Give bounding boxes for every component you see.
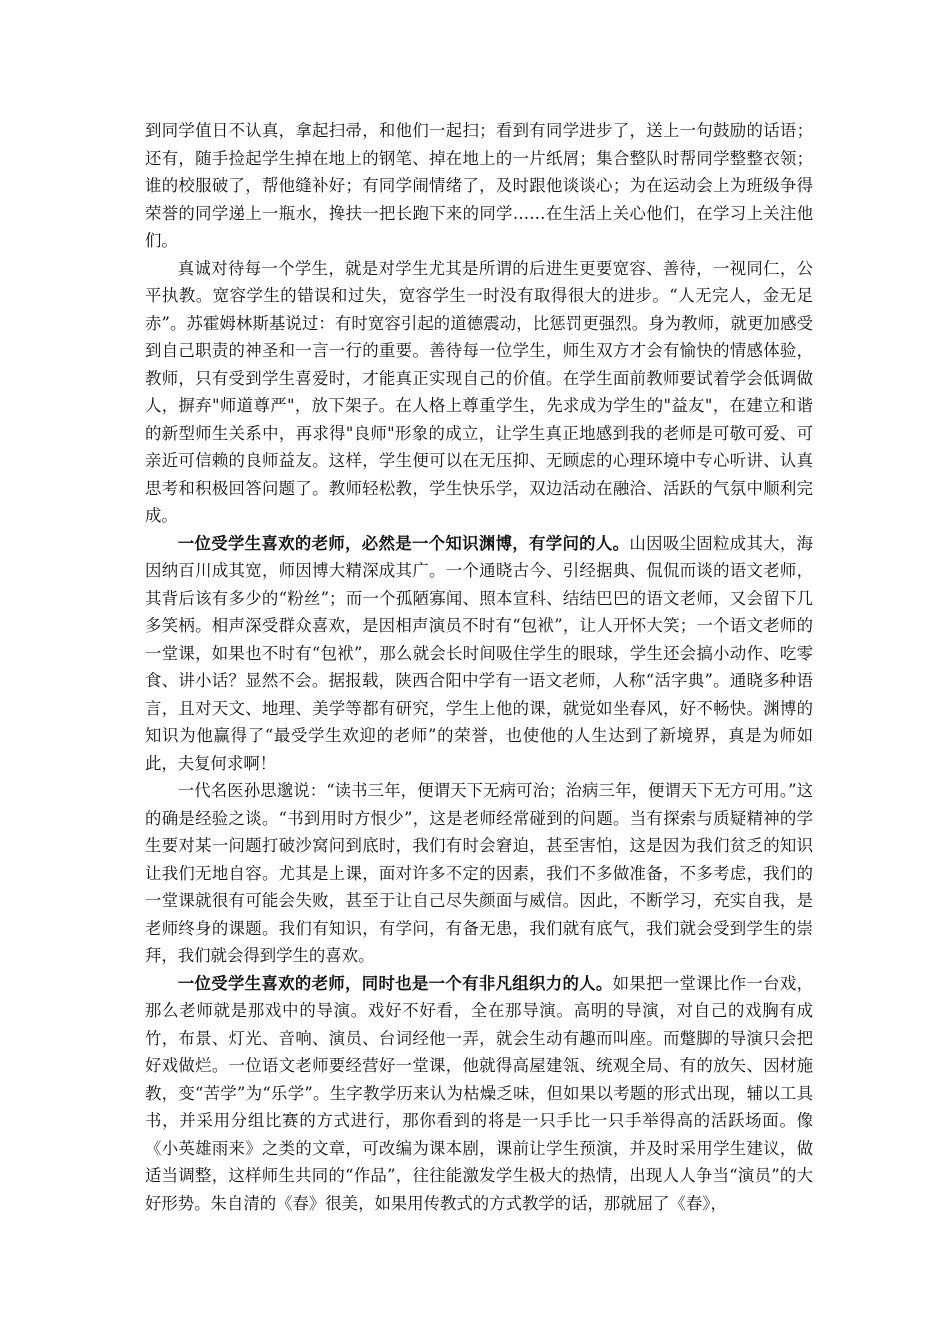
paragraph-1	[145, 117, 813, 255]
document-page	[145, 117, 813, 1217]
paragraph-text: 真诚对待每一个学生，就是对学生尤其是所谓的后进生更要宽容、善待，一视同仁，公平执教。宽容学生的错误和过失，宽容学生一时没有取得很大的进步。“人无完人，金无足赤”。苏霍姆林斯基说过：有时宽容引起的道德震动，比惩罚更强烈。身为教师，就更加感受到自己职责的神圣和一言一行的重要。善待每一位学生，师生双方才会有愉快的情感体验，教师，只有受到学生喜爱时，才能真正实现自己的价值。在学生面前教师要试着学会低调做人，摒弃"师道尊严"，放下架子。在人格上尊重学生，先求成为学生的"益友"，在建立和谐的新型师生关系中，再求得"良师"形象的成立，让学生真正地感到我的老师是可敬可爱、可亲近可信赖的良师益友。这样，学生便可以在无压抑、无顾虑的心理环境中专心听讲、认真思考和积极回答问题了。教师轻松教，学生快乐学，双边活动在融洽、活跃的气氛中顺利完成。	[145, 258, 813, 525]
paragraph-text: 如果把一堂课比作一台戏，那么老师就是那戏中的导演。戏好不好看，全在那导演。高明的导演，对自己的戏胸有成竹，布景、灯光、音响、演员、台词经他一弄，就会生动有趣而叫座。而蹩脚的导演只会把好戏做烂。一位语文老师要经营好一堂课，他就得高屋建瓴、统观全局、有的放矢、因材施教，变“苦学”为“乐学”。生字教学历来认为枯燥乏味，但如果以考题的形式出现，辅以工具书，并采用分组比赛的方式进行，那你看到的将是一只手比一只手举得高的活跃场面。像《小英雄雨来》之类的文章，可改编为课本剧，课前让学生预演，并及时采用学生建议，做适当调整，这样师生共同的“作品”，往往能激发学生极大的热情，出现人人争当“演员”的大好形势。朱自清的《春》很美，如果用传教式的方式教学的话，那就屈了《春》，	[145, 973, 814, 1213]
paragraph-2	[145, 255, 813, 530]
paragraph-5	[145, 970, 813, 1218]
paragraph-3	[145, 530, 813, 778]
paragraph-lead-sentence: 一位受学生喜欢的老师，同时也是一个有非凡组织力的人。	[177, 973, 613, 993]
paragraph-text: 到同学值日不认真，拿起扫帚，和他们一起扫；看到有同学进步了，送上一句鼓励的话语；还有，随手捡起学生掉在地上的钢笔、掉在地上的一片纸屑；集合整队时帮同学整整衣领；谁的校服破了，帮他缝补好；有同学闹情绪了，及时跟他谈谈心；为在运动会上为班级争得荣誉的同学递上一瓶水，搀扶一把长跑下来的同学……在生活上关心他们，在学习上关注他们。	[145, 121, 813, 250]
paragraph-lead-sentence: 一位受学生喜欢的老师，必然是一个知识渊博，有学问的人。	[177, 533, 630, 553]
paragraph-text: 一代名医孙思邈说：“读书三年，便谓天下无病可治；治病三年，便谓天下无方可用。”这的确是经验之谈。“书到用时方恨少”，这是老师经常碰到的问题。当有探索与质疑精神的学生要对某一问题打破沙窝问到底时，我们有时会窘迫，甚至害怕，这是因为我们贫乏的知识让我们无地自容。尤其是上课，面对许多不定的因素，我们不多做准备，不多考虑，我们的一堂课就很有可能会失败，甚至于让自己尽失颜面与威信。因此，不断学习，充实自我，是老师终身的课题。我们有知识，有学问，有备无患，我们就有底气，我们就会受到学生的崇拜，我们就会得到学生的喜欢。	[145, 781, 813, 965]
paragraph-text: 山因吸尘固粒成其大，海因纳百川成其宽，师因博大精深成其广。一个通晓古今、引经据典、侃侃而谈的语文老师，其背后该有多少的“粉丝”；而一个孤陋寡闻、照本宣科、结结巴巴的语文老师，又会留下几多笑柄。相声深受群众喜欢，是因相声演员不时有“包袱”，让人开怀大笑；一个语文老师的一堂课，如果也不时有“包袱”，那么就会长时间吸住学生的眼球，学生还会搞小动作、吃零食、讲小话？显然不会。据报载，陕西合阳中学有一语文老师，人称“活字典”。通晓多种语言，且对天文、地理、美学等都有研究，学生上他的课，就觉如坐春风，好不畅快。渊博的知识为他赢得了“最受学生欢迎的老师”的荣誉，也使他的人生达到了新境界，真是为师如此，夫复何求啊！	[145, 533, 814, 773]
paragraph-4	[145, 777, 813, 970]
